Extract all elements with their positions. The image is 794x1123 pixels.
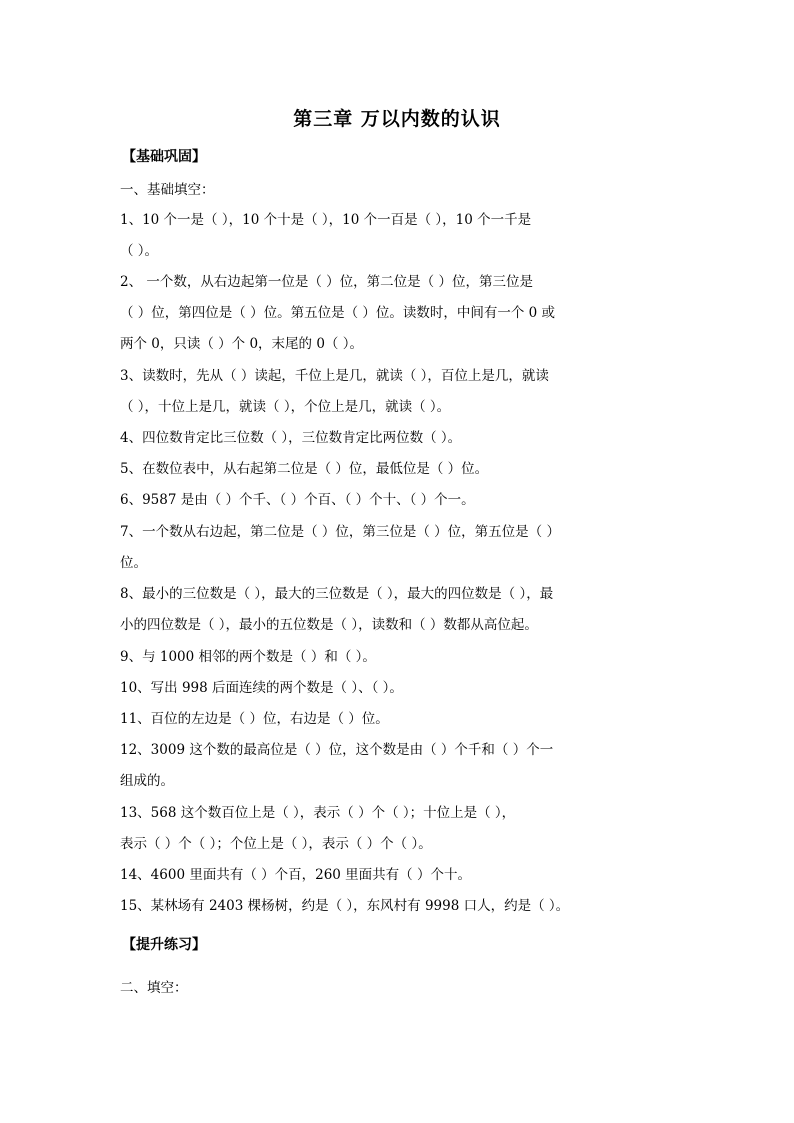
question-line: 小的四位数是（ ），最小的五位数是（ ），读数和（ ）数都从高位起。 bbox=[120, 617, 538, 633]
part-heading-2: 二、填空： bbox=[120, 980, 188, 996]
question-line: 12、3009 这个数的最高位是（ ）位，这个数是由（ ）个千和（ ）个一 bbox=[120, 742, 554, 758]
question-line: 10、写出 998 后面连续的两个数是（ ）、（ ）。 bbox=[120, 680, 403, 696]
question-line: 15、某林场有 2403 棵杨树，约是（ ），东风村有 9998 口人，约是（ ）。 bbox=[120, 898, 570, 914]
question-line: （ ）位，第四位是（ ）位。第五位是（ ）位。读数时，中间有一个 0 或 bbox=[120, 305, 556, 321]
question-line: 14、4600 里面共有（ ）个百，260 里面共有（ ）个十。 bbox=[120, 867, 471, 883]
question-line: 8、最小的三位数是（ ），最大的三位数是（ ），最大的四位数是（ ），最 bbox=[120, 586, 554, 602]
question-line: 表示（ ）个（ ）；个位上是（ ），表示（ ）个（ ）。 bbox=[120, 836, 432, 852]
question-line: 2、 一个数，从右边起第一位是（ ）位，第二位是（ ）位，第三位是 bbox=[120, 274, 533, 290]
question-line: 3、读数时，先从（ ）读起，千位上是几，就读（ ），百位上是几，就读 bbox=[120, 368, 549, 384]
question-line: 6、9587 是由（ ）个千、（ ）个百、（ ）个十、（ ）个一。 bbox=[120, 492, 475, 508]
question-line: 9、与 1000 相邻的两个数是（ ）和（ ）。 bbox=[120, 649, 376, 665]
question-line: 两个 0，只读（ ）个 0，末尾的 0（ ）。 bbox=[120, 336, 363, 352]
question-line: 11、百位的左边是（ ）位，右边是（ ）位。 bbox=[120, 711, 389, 727]
page-title: 第三章 万以内数的认识 bbox=[293, 108, 501, 130]
question-line: 组成的。 bbox=[120, 773, 174, 789]
question-line: （ ），十位上是几，就读（ ），个位上是几，就读（ ）。 bbox=[120, 399, 451, 415]
question-line: 7、一个数从右边起，第二位是（ ）位，第三位是（ ）位，第五位是（ ） bbox=[120, 524, 560, 540]
question-line: （ ）。 bbox=[120, 243, 159, 259]
section-heading-basic: 【基础巩固】 bbox=[122, 149, 206, 165]
question-line: 4、四位数肯定比三位数（ ），三位数肯定比两位数（ ）。 bbox=[120, 430, 462, 446]
question-line: 5、在数位表中，从右起第二位是（ ）位，最低位是（ ）位。 bbox=[120, 461, 489, 477]
part-heading-1: 一、基础填空： bbox=[120, 182, 215, 198]
section-heading-advanced: 【提升练习】 bbox=[122, 937, 206, 953]
question-line: 位。 bbox=[120, 555, 147, 571]
question-line: 1、10 个一是（ ），10 个十是（ ），10 个一百是（ ），10 个一千是 bbox=[120, 212, 532, 228]
question-line: 13、568 这个数百位上是（ ），表示（ ）个（ ）；十位上是（ ）， bbox=[120, 805, 516, 821]
